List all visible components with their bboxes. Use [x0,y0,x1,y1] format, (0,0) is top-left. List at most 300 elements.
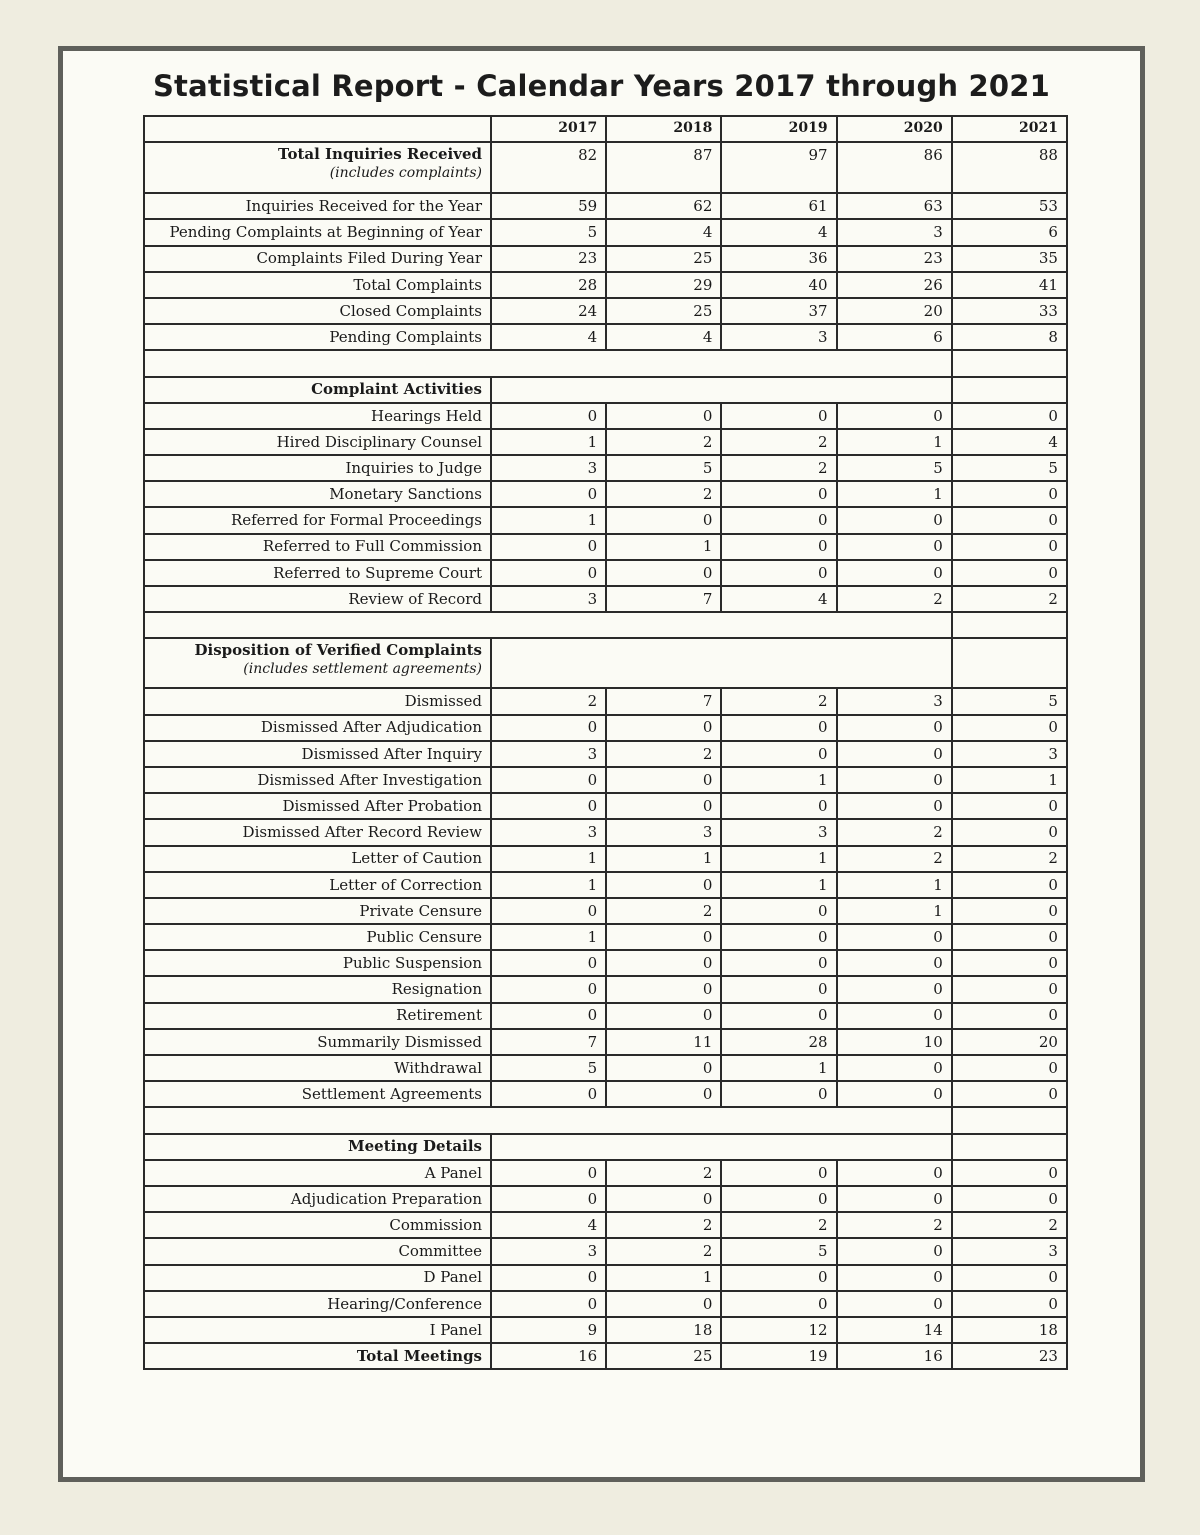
row-label: Monetary Sanctions [329,485,482,504]
row-label-cell [144,193,491,219]
meeting-row [144,1291,1067,1317]
row-label: Hired Disciplinary Counsel [276,432,482,451]
value-cell: 10 [837,1029,952,1055]
value-cell: 0 [837,976,952,1002]
value-cell: 3 [952,741,1067,767]
section-blank-cell [952,1134,1067,1160]
value-cell: 0 [952,560,1067,586]
disposition-row [144,1003,1067,1029]
disposition-row [144,924,1067,950]
value-cell: 3 [837,688,952,714]
value-cell: 18 [952,1317,1067,1343]
value-cell: 1 [837,898,952,924]
value-cell: 0 [606,793,721,819]
row-label: Referred for Formal Proceedings [230,511,482,530]
row-label: Committee [398,1242,482,1261]
value-cell: 2 [952,1212,1067,1238]
value-cell: 16 [491,1343,606,1369]
row-label-cell [144,246,491,272]
row-label: Dismissed After Record Review [242,823,482,842]
year-header: 2019 [721,116,836,142]
value-cell: 3 [491,819,606,845]
value-cell: 25 [606,246,721,272]
row-label: Pending Complaints at Beginning of Year [169,223,482,242]
section-heading: Disposition of Verified Complaints [194,641,482,660]
row-label: Summarily Dismissed [317,1032,482,1051]
value-cell: 0 [952,793,1067,819]
value-cell: 9 [491,1317,606,1343]
value-cell: 0 [721,403,836,429]
value-cell: 0 [837,767,952,793]
value-cell: 0 [721,950,836,976]
disposition-heading-row [144,638,1067,688]
value-cell: 20 [837,298,952,324]
value-cell: 0 [491,793,606,819]
value-cell: 1 [721,846,836,872]
value-cell: 0 [837,560,952,586]
value-cell: 2 [721,688,836,714]
value-cell: 4 [606,324,721,350]
value-cell: 2 [837,1212,952,1238]
value-cell: 2 [721,455,836,481]
row-label-cell [144,481,491,507]
summary-row [144,246,1067,272]
summary-row [144,272,1067,298]
value-cell: 20 [952,1029,1067,1055]
value-cell: 0 [491,767,606,793]
value-cell: 2 [606,481,721,507]
row-label-cell [144,272,491,298]
value-cell: 23 [952,1343,1067,1369]
value-cell: 1 [837,872,952,898]
row-label: A Panel [424,1163,482,1182]
value-cell: 0 [952,715,1067,741]
value-cell: 0 [721,1003,836,1029]
row-label-cell [144,1238,491,1264]
value-cell: 0 [606,1081,721,1107]
value-cell: 0 [721,715,836,741]
row-label: Referred to Full Commission [262,537,482,556]
row-label-cell [144,976,491,1002]
value-cell: 0 [606,950,721,976]
disposition-row [144,688,1067,714]
spacer-row [144,350,1067,376]
value-cell: 0 [952,898,1067,924]
value-cell: 7 [491,1029,606,1055]
value-cell: 0 [606,560,721,586]
value-cell: 4 [491,324,606,350]
value-cell: 0 [952,534,1067,560]
row-label: Review of Record [348,589,482,608]
value-cell: 2 [606,741,721,767]
value-cell: 28 [721,1029,836,1055]
row-label-cell [144,403,491,429]
row-label-cell [144,219,491,245]
value-cell: 14 [837,1317,952,1343]
value-cell: 25 [606,1343,721,1369]
total-meetings-row [144,1343,1067,1369]
value-cell: 4 [606,219,721,245]
row-label-cell [144,872,491,898]
row-label-cell [144,767,491,793]
value-cell: 1 [491,846,606,872]
value-cell: 0 [491,481,606,507]
value-cell: 0 [952,1160,1067,1186]
value-cell: 5 [491,219,606,245]
value-cell: 0 [491,1160,606,1186]
row-label: Dismissed After Adjudication [260,718,482,737]
value-cell: 0 [952,872,1067,898]
value-cell: 33 [952,298,1067,324]
value-cell: 0 [721,898,836,924]
disposition-row [144,1029,1067,1055]
value-cell: 35 [952,246,1067,272]
value-cell: 40 [721,272,836,298]
complaint-activity-row [144,560,1067,586]
value-cell: 62 [606,193,721,219]
value-cell: 3 [491,455,606,481]
value-cell: 1 [721,1055,836,1081]
disposition-row [144,767,1067,793]
row-label-cell [144,1186,491,1212]
disposition-row [144,715,1067,741]
value-cell: 0 [952,507,1067,533]
year-header: 2020 [837,116,952,142]
section-blank-cell [952,377,1067,403]
value-cell: 28 [491,272,606,298]
row-label: Letter of Caution [351,849,482,868]
section-heading-cell [144,1134,491,1160]
value-cell: 2 [606,1160,721,1186]
value-cell: 0 [721,1265,836,1291]
summary-row [144,298,1067,324]
row-label: Referred to Supreme Court [273,563,482,582]
row-label: Total Inquiries Received [278,145,482,164]
row-label-cell [144,715,491,741]
row-label-cell [144,1291,491,1317]
row-label-cell [144,898,491,924]
value-cell: 0 [606,767,721,793]
summary-row [144,193,1067,219]
meeting-row [144,1238,1067,1264]
value-cell: 0 [837,715,952,741]
value-cell: 5 [491,1055,606,1081]
row-label-cell [144,586,491,612]
complaint-activities-heading-row [144,377,1067,403]
value-cell: 2 [837,846,952,872]
value-cell: 0 [606,1186,721,1212]
value-cell: 0 [606,1291,721,1317]
value-cell: 29 [606,272,721,298]
value-cell: 1 [606,534,721,560]
value-cell: 0 [837,924,952,950]
row-label-cell [144,819,491,845]
value-cell: 0 [491,1003,606,1029]
spacer-cell [144,612,952,638]
value-cell: 18 [606,1317,721,1343]
summary-row [144,324,1067,350]
value-cell: 97 [721,142,836,193]
value-cell: 12 [721,1317,836,1343]
value-cell: 0 [721,507,836,533]
row-label-cell [144,455,491,481]
value-cell: 2 [721,1212,836,1238]
row-label: Inquiries Received for the Year [245,197,482,216]
value-cell: 1 [606,846,721,872]
row-label-cell [144,924,491,950]
value-cell: 1 [837,429,952,455]
value-cell: 0 [491,403,606,429]
value-cell: 0 [606,715,721,741]
value-cell: 4 [721,586,836,612]
value-cell: 1 [491,429,606,455]
complaint-activity-row [144,403,1067,429]
disposition-row [144,846,1067,872]
value-cell: 7 [606,688,721,714]
row-note: (includes complaints) [329,164,482,181]
row-label: Total Complaints [353,275,482,294]
value-cell: 0 [837,1291,952,1317]
value-cell: 87 [606,142,721,193]
report-title: Statistical Report - Calendar Years 2017 through 2021 [152,69,1051,103]
value-cell: 0 [837,1238,952,1264]
value-cell: 0 [491,950,606,976]
summary-row [144,219,1067,245]
row-label: Letter of Correction [329,875,482,894]
row-label: Private Censure [359,901,482,920]
row-label: Dismissed After Probation [282,796,482,815]
value-cell: 0 [721,976,836,1002]
value-cell: 0 [721,481,836,507]
row-label-cell [144,142,491,193]
row-label: Withdrawal [394,1058,482,1077]
row-label: Hearing/Conference [327,1294,482,1313]
value-cell: 0 [491,560,606,586]
value-cell: 24 [491,298,606,324]
value-cell: 0 [606,403,721,429]
disposition-row [144,976,1067,1002]
value-cell: 0 [952,1265,1067,1291]
disposition-row [144,819,1067,845]
value-cell: 1 [491,924,606,950]
value-cell: 3 [721,819,836,845]
row-label-cell [144,324,491,350]
value-cell: 1 [606,1265,721,1291]
row-label: Retirement [396,1006,482,1025]
disposition-row [144,898,1067,924]
report-frame [58,46,1145,1482]
complaint-activity-row [144,507,1067,533]
value-cell: 6 [952,219,1067,245]
value-cell: 0 [952,1186,1067,1212]
section-blank-cell [491,377,952,403]
spacer-row [144,612,1067,638]
value-cell: 3 [491,1238,606,1264]
summary-row [144,142,1067,193]
value-cell: 53 [952,193,1067,219]
disposition-row [144,950,1067,976]
value-cell: 23 [491,246,606,272]
row-label-cell [144,1029,491,1055]
value-cell: 3 [491,586,606,612]
section-blank-cell [952,638,1067,688]
value-cell: 0 [952,976,1067,1002]
value-cell: 1 [491,872,606,898]
value-cell: 41 [952,272,1067,298]
value-cell: 2 [606,429,721,455]
value-cell: 2 [837,819,952,845]
value-cell: 88 [952,142,1067,193]
row-label: Total Meetings [356,1346,482,1365]
value-cell: 0 [491,715,606,741]
value-cell: 0 [606,1003,721,1029]
complaint-activity-row [144,586,1067,612]
value-cell: 23 [837,246,952,272]
value-cell: 0 [491,1081,606,1107]
statistics-table-body [144,116,1067,1369]
row-label: Dismissed After Inquiry [301,744,482,763]
row-label: Resignation [391,980,482,999]
value-cell: 2 [491,688,606,714]
complaint-activity-row [144,455,1067,481]
value-cell: 5 [952,688,1067,714]
value-cell: 0 [952,403,1067,429]
row-label: Public Suspension [342,954,482,973]
row-label: Inquiries to Judge [345,458,482,477]
value-cell: 0 [721,1291,836,1317]
complaint-activity-row [144,481,1067,507]
value-cell: 6 [837,324,952,350]
value-cell: 36 [721,246,836,272]
section-blank-cell [491,638,952,688]
complaint-activity-row [144,429,1067,455]
section-note: (includes settlement agreements) [243,660,482,677]
disposition-row [144,1055,1067,1081]
statistics-table [143,115,1068,1370]
header-blank-cell [144,116,491,142]
value-cell: 0 [721,924,836,950]
value-cell: 1 [721,872,836,898]
value-cell: 3 [491,741,606,767]
row-label: Pending Complaints [329,327,482,346]
meeting-row [144,1265,1067,1291]
value-cell: 4 [952,429,1067,455]
value-cell: 59 [491,193,606,219]
value-cell: 0 [721,1081,836,1107]
row-label: Closed Complaints [339,301,482,320]
meeting-row [144,1212,1067,1238]
row-label-cell [144,534,491,560]
spacer-cell [952,612,1067,638]
row-label-cell [144,1317,491,1343]
row-label: D Panel [423,1268,482,1287]
value-cell: 5 [952,455,1067,481]
value-cell: 0 [952,924,1067,950]
value-cell: 2 [721,429,836,455]
row-label-cell [144,507,491,533]
row-label-cell [144,1160,491,1186]
meeting-row [144,1317,1067,1343]
value-cell: 16 [837,1343,952,1369]
disposition-row [144,793,1067,819]
value-cell: 0 [606,872,721,898]
value-cell: 0 [721,560,836,586]
row-label-cell [144,429,491,455]
row-label: Adjudication Preparation [290,1189,482,1208]
value-cell: 1 [721,767,836,793]
value-cell: 0 [837,1003,952,1029]
disposition-row [144,872,1067,898]
value-cell: 2 [606,1212,721,1238]
value-cell: 19 [721,1343,836,1369]
row-label: Dismissed After Investigation [257,770,482,789]
value-cell: 0 [606,924,721,950]
value-cell: 7 [606,586,721,612]
spacer-cell [952,350,1067,376]
value-cell: 3 [837,219,952,245]
value-cell: 0 [952,1003,1067,1029]
value-cell: 3 [952,1238,1067,1264]
section-heading: Meeting Details [348,1137,482,1156]
value-cell: 0 [837,1186,952,1212]
value-cell: 1 [952,767,1067,793]
row-label: Hearings Held [371,406,482,425]
value-cell: 0 [837,507,952,533]
spacer-cell [952,1107,1067,1133]
value-cell: 0 [837,793,952,819]
value-cell: 1 [491,507,606,533]
row-label: Dismissed [404,692,482,711]
value-cell: 5 [837,455,952,481]
value-cell: 26 [837,272,952,298]
year-header: 2018 [606,116,721,142]
value-cell: 25 [606,298,721,324]
value-cell: 0 [491,898,606,924]
row-label-cell [144,950,491,976]
value-cell: 0 [606,507,721,533]
value-cell: 0 [491,1291,606,1317]
value-cell: 3 [606,819,721,845]
row-label-cell [144,1003,491,1029]
value-cell: 2 [606,1238,721,1264]
value-cell: 0 [837,741,952,767]
year-header-row [144,116,1067,142]
value-cell: 0 [837,534,952,560]
value-cell: 0 [837,1055,952,1081]
value-cell: 0 [721,1160,836,1186]
value-cell: 0 [952,950,1067,976]
value-cell: 63 [837,193,952,219]
row-label: Public Censure [366,927,482,946]
value-cell: 0 [952,1291,1067,1317]
value-cell: 0 [491,1265,606,1291]
disposition-row [144,1081,1067,1107]
meeting-details-heading-row [144,1134,1067,1160]
spacer-cell [144,1107,952,1133]
meeting-row [144,1186,1067,1212]
year-header: 2017 [491,116,606,142]
section-blank-cell [491,1134,952,1160]
row-label-cell [144,1265,491,1291]
value-cell: 0 [952,1081,1067,1107]
value-cell: 0 [837,950,952,976]
value-cell: 0 [952,481,1067,507]
row-label-cell [144,1343,491,1369]
value-cell: 0 [952,1055,1067,1081]
row-label-cell [144,1081,491,1107]
value-cell: 0 [721,534,836,560]
value-cell: 2 [952,846,1067,872]
